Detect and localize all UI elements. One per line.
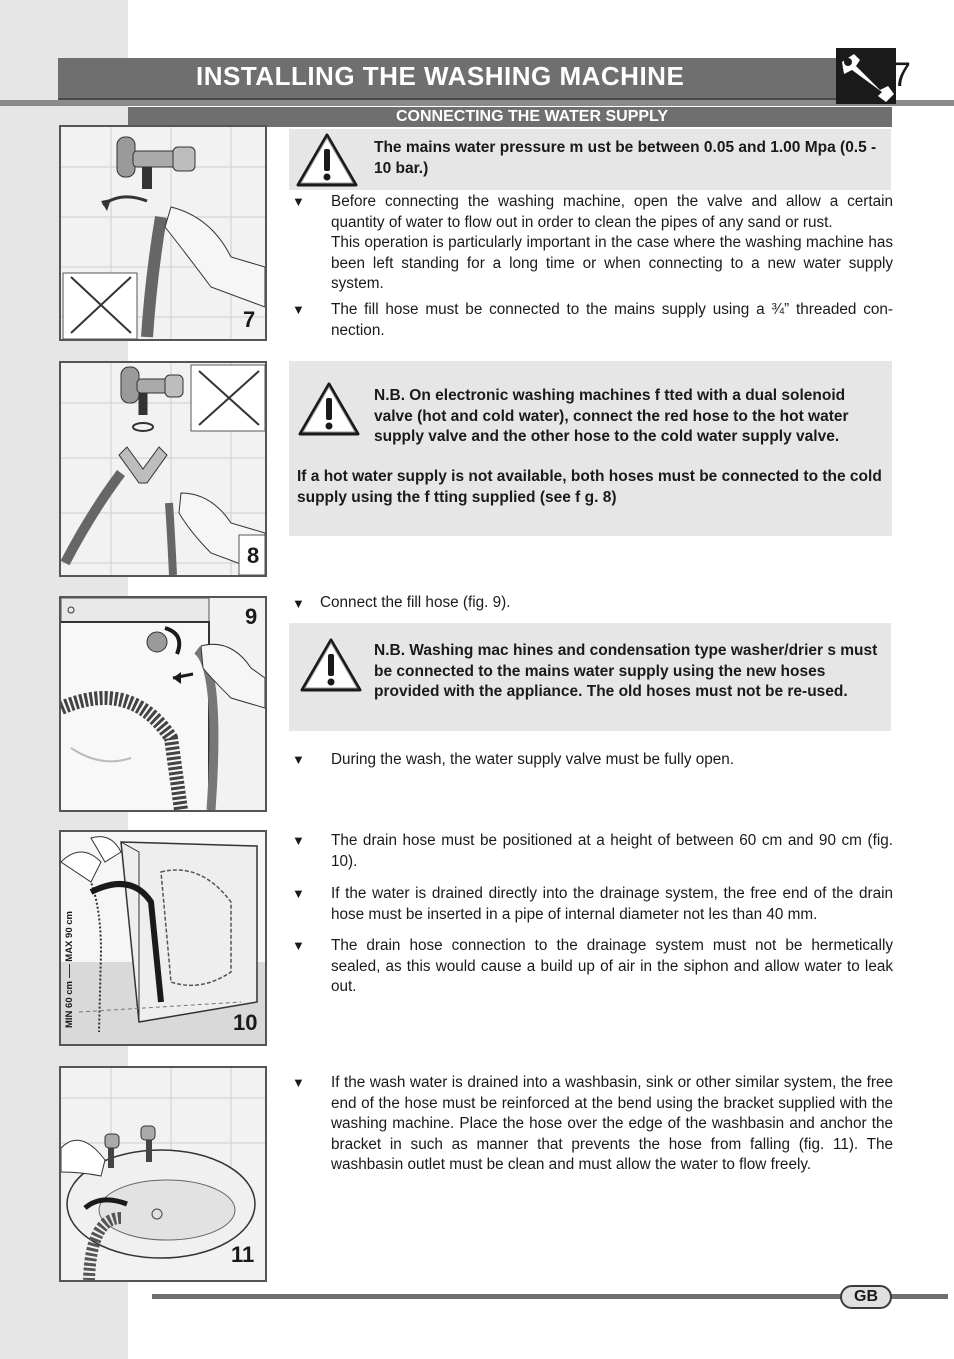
header-rule — [0, 100, 954, 106]
solenoid-notice-text: N.B. On electronic washing machines f tted with a dual solenoid valve (hot and cold water), connect the red hose to the hot water supply valve and the other hose to the cold water supply valve. — [374, 387, 849, 445]
figure-number: 7 — [243, 307, 256, 332]
section-title: CONNECTING THE WATER SUPPLY — [396, 108, 669, 125]
figure-8-illustration — [61, 363, 265, 575]
bullet-marker: ▼ — [292, 752, 305, 767]
warning-triangle-icon — [295, 132, 359, 188]
figure-number: 8 — [247, 543, 260, 568]
figure-9-illustration — [61, 598, 265, 810]
figure-11-washbasin-drain — [59, 1066, 267, 1282]
warning-triangle-icon — [297, 381, 361, 437]
figure-number: 10 — [233, 1010, 258, 1035]
open-valve-text: Before connecting the washing machine, open the valve and allow a certain quantity of water to flow out in order to clean the pipes of any sand or rust. — [331, 193, 893, 231]
pressure-notice — [289, 129, 891, 190]
chapter-number: 7 — [892, 56, 911, 94]
figure-10-drain-height — [59, 830, 267, 1046]
hot-supply-notice-text: If a hot water supply is not available, both hoses must be connected to the cold supply using the f tting supplied (see f g. 8) — [297, 468, 882, 506]
figure-7-illustration — [61, 127, 265, 339]
open-valve-note-text: This operation is particularly important in the case where the washing machine has been left standing for a long time or when connecting to a new water supply system. — [331, 234, 893, 292]
connect-fill-hose-text: Connect the fill hose (fig. 9). — [320, 594, 511, 611]
figure-7-valve-flush — [59, 125, 267, 341]
threaded-connection-text: The fill hose must be connected to the mains supply using a ¾” threaded con- nection. — [331, 301, 893, 339]
new-hoses-notice-text: N.B. Washing mac hines and condensation type washer/drier s must be connected to the mains water supply using the new hoses provided with the appliance. The old hoses must not be re-used. — [374, 642, 878, 700]
warning-triangle-icon — [299, 637, 363, 693]
bullet-marker: ▼ — [292, 302, 305, 317]
figure-number: 9 — [245, 604, 258, 629]
drain-pipe-text: If the water is drained directly into the drainage system, the free end of the drain hose must be inserted in a pipe of internal diameter not les than 40 mm. — [331, 885, 893, 923]
pressure-notice-text: The mains water pressure m ust be between 0.05 and 1.00 Mpa (0.5 - 10 bar.) — [374, 139, 877, 177]
language-badge: GB — [840, 1285, 892, 1309]
figure-8-dual-valve — [59, 361, 267, 577]
page-title: INSTALLING THE WASHING MACHINE — [196, 61, 685, 91]
bullet-marker: ▼ — [292, 1075, 305, 1090]
bullet-marker: ▼ — [292, 886, 305, 901]
bullet-marker: ▼ — [292, 833, 305, 848]
wrench-icon — [836, 48, 896, 104]
min-height-label: MIN 60 cm — [64, 981, 75, 1028]
bullet-marker: ▼ — [292, 194, 305, 209]
figure-number: 11 — [231, 1242, 255, 1267]
footer-rule — [152, 1294, 948, 1299]
new-hoses-notice — [289, 623, 891, 731]
valve-fully-open-text: During the wash, the water supply valve must be fully open. — [331, 751, 735, 768]
max-height-label: MAX 90 cm — [64, 911, 75, 962]
bullet-marker: ▼ — [292, 938, 305, 953]
scale-divider — [69, 964, 70, 978]
figure-9-connect-fill-hose — [59, 596, 267, 812]
drain-height-text: The drain hose must be positioned at a height of between 60 cm and 90 cm (fig. 10). — [331, 832, 893, 870]
bullet-marker: ▼ — [292, 596, 305, 611]
solenoid-notice — [289, 361, 892, 536]
drain-not-sealed-text: The drain hose connection to the drainage system must not be hermetically sealed, as this would cause a build up of air in the siphon and allow water to leak out. — [331, 937, 893, 995]
drain-height-scale — [64, 911, 75, 1028]
washbasin-drain-text: If the wash water is drained into a washbasin, sink or other similar system, the free end of the hose must be reinforced at the bend using the bracket supplied with the washing machine. Place the hose over the edge of the washbasin and anchor the bracket in such as manner that prevents the hose from falling (fig. 11). The washbasin outlet must be clean and must allow the water to flow freely. — [331, 1074, 893, 1173]
